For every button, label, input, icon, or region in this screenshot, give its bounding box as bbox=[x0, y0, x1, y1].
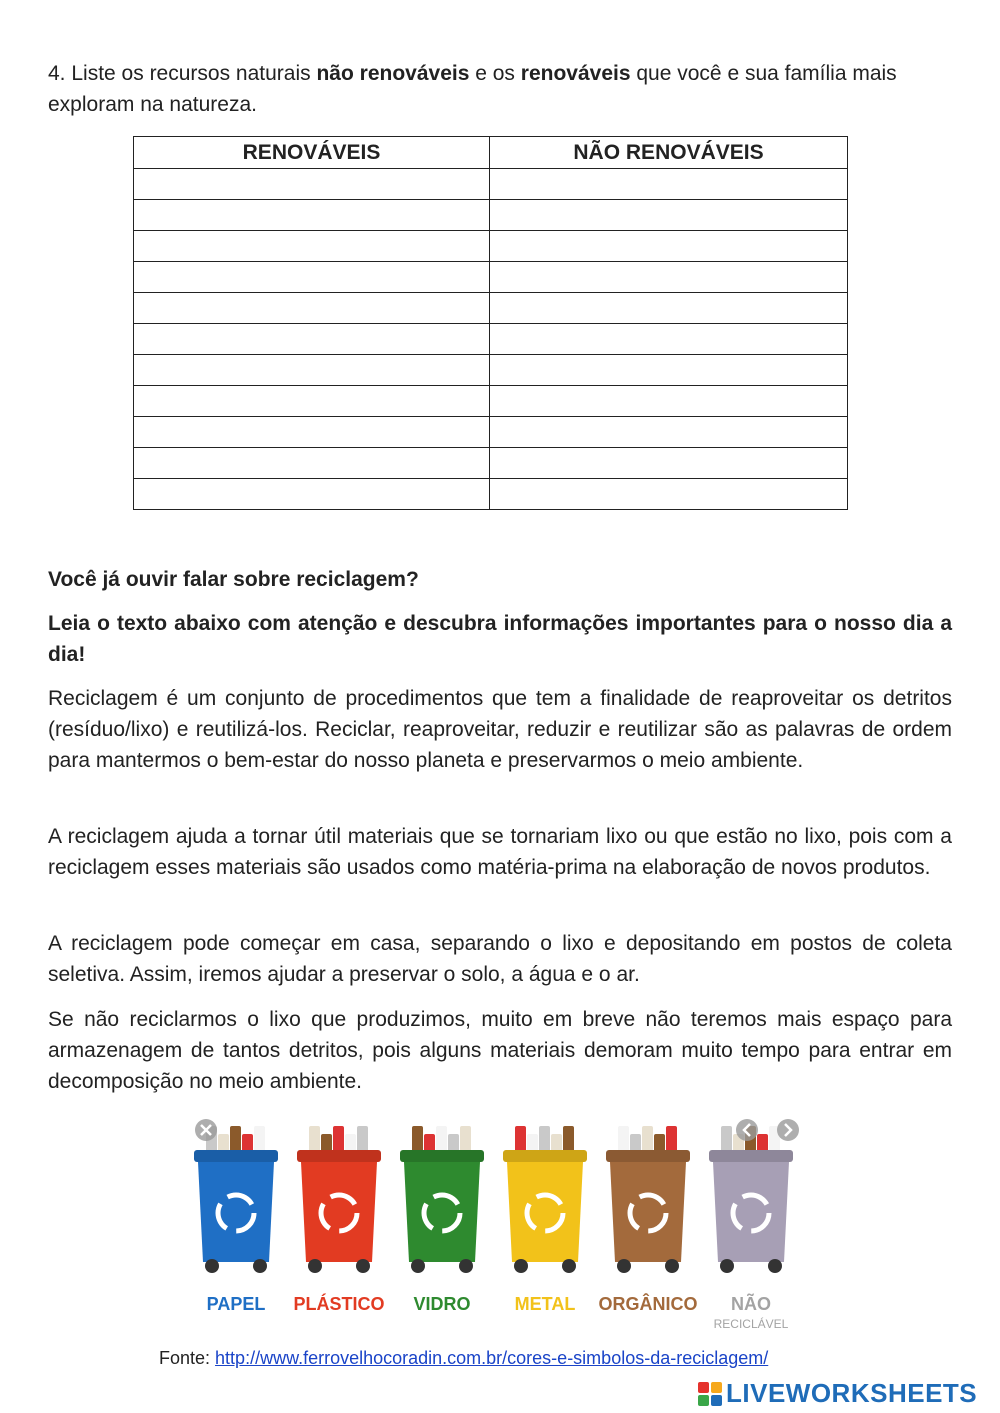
bin-body bbox=[610, 1162, 686, 1262]
answer-input-nao-renovavel[interactable] bbox=[490, 386, 847, 416]
header-nao-renovaveis: NÃO RENOVÁVEIS bbox=[490, 137, 848, 169]
answer-input-renovavel[interactable] bbox=[134, 448, 489, 478]
header-renovaveis: RENOVÁVEIS bbox=[134, 137, 490, 169]
bin-lid bbox=[194, 1150, 278, 1162]
trash-item bbox=[345, 1134, 356, 1152]
answer-cell-renovavel bbox=[134, 417, 490, 448]
trash-item bbox=[242, 1134, 253, 1152]
table-row bbox=[134, 200, 848, 231]
question-text-1: Liste os recursos naturais bbox=[71, 62, 311, 85]
bin-label: METAL bbox=[514, 1294, 576, 1314]
trash-item bbox=[448, 1134, 459, 1152]
answer-input-renovavel[interactable] bbox=[134, 231, 489, 261]
trash-item bbox=[642, 1126, 653, 1152]
bin-body bbox=[404, 1162, 480, 1262]
answer-input-nao-renovavel[interactable] bbox=[490, 169, 847, 199]
answer-cell-renovavel bbox=[134, 293, 490, 324]
answer-cell-nao-renovavel bbox=[490, 169, 848, 200]
chevron-right-icon[interactable] bbox=[777, 1119, 799, 1141]
answer-cell-renovavel bbox=[134, 479, 490, 510]
bin-body bbox=[713, 1162, 789, 1262]
answer-input-renovavel[interactable] bbox=[134, 479, 489, 509]
question-text-3: que você e sua família mais exploram na natureza. bbox=[48, 62, 897, 116]
source-prefix: Fonte: bbox=[159, 1348, 211, 1368]
recycling-bin-3 bbox=[400, 1126, 484, 1314]
answer-cell-renovavel bbox=[134, 324, 490, 355]
table-row bbox=[134, 448, 848, 479]
table-row bbox=[134, 262, 848, 293]
bin-lid bbox=[606, 1150, 690, 1162]
bin-lid bbox=[709, 1150, 793, 1162]
trash-item bbox=[230, 1126, 241, 1152]
bin-wheel bbox=[253, 1259, 267, 1273]
bin-body bbox=[507, 1162, 583, 1262]
answer-input-renovavel[interactable] bbox=[134, 293, 489, 323]
answer-cell-renovavel bbox=[134, 169, 490, 200]
trash-item bbox=[436, 1126, 447, 1152]
question-number: 4. bbox=[48, 62, 66, 85]
bin-wheel bbox=[617, 1259, 631, 1273]
bin-label: PAPEL bbox=[206, 1294, 266, 1314]
answer-input-nao-renovavel[interactable] bbox=[490, 262, 847, 292]
table-row bbox=[134, 169, 848, 200]
bin-wheel bbox=[356, 1259, 370, 1273]
bin-lid bbox=[297, 1150, 381, 1162]
answer-cell-nao-renovavel bbox=[490, 262, 848, 293]
section-heading: Você já ouvir falar sobre reciclagem? bbox=[48, 568, 419, 591]
answer-input-nao-renovavel[interactable] bbox=[490, 324, 847, 354]
bin-label: PLÁSTICO bbox=[293, 1294, 385, 1314]
trash-item bbox=[527, 1134, 538, 1152]
answer-input-nao-renovavel[interactable] bbox=[490, 231, 847, 261]
paragraph-2: A reciclagem ajuda a tornar útil materiais que se tornariam lixo ou que estão no lixo, pois com a reciclagem esses materiais são usados como matéria-prima na elaboração de novos produtos. bbox=[48, 825, 952, 879]
answer-input-nao-renovavel[interactable] bbox=[490, 355, 847, 385]
trash-item bbox=[539, 1126, 550, 1152]
trash-item bbox=[254, 1126, 265, 1152]
table-row bbox=[134, 355, 848, 386]
bin-wheel bbox=[308, 1259, 322, 1273]
recycling-bin-4 bbox=[503, 1126, 587, 1314]
recycling-bin-2 bbox=[293, 1126, 384, 1314]
recycling-bin-6 bbox=[709, 1126, 793, 1331]
answer-cell-nao-renovavel bbox=[490, 293, 848, 324]
answer-cell-nao-renovavel bbox=[490, 417, 848, 448]
trash-item bbox=[630, 1134, 641, 1152]
recycling-bins-image bbox=[190, 1110, 810, 1332]
recycling-bin-1 bbox=[194, 1126, 278, 1314]
bin-lid bbox=[400, 1150, 484, 1162]
trash-item bbox=[321, 1134, 332, 1152]
answer-input-nao-renovavel[interactable] bbox=[490, 448, 847, 478]
answer-cell-renovavel bbox=[134, 200, 490, 231]
source-line bbox=[159, 1348, 768, 1369]
paragraph-4: Se não reciclarmos o lixo que produzimos, muito em breve não teremos mais espaço para armazenagem de tantos detritos, pois alguns materiais demoram muito tempo para entrar em decomposição no meio ambiente. bbox=[48, 1008, 952, 1093]
table-row bbox=[134, 231, 848, 262]
answer-cell-nao-renovavel bbox=[490, 200, 848, 231]
trash-item bbox=[357, 1126, 368, 1152]
trash-item bbox=[309, 1126, 320, 1152]
trash-item bbox=[424, 1134, 435, 1152]
paragraph-3: A reciclagem pode começar em casa, separando o lixo e depositando em postos de coleta seletiva. Assim, iremos ajudar a preservar o solo, a água e o ar. bbox=[48, 932, 952, 986]
answer-input-renovavel[interactable] bbox=[134, 262, 489, 292]
question-bold-2: renováveis bbox=[520, 62, 631, 85]
answer-input-renovavel[interactable] bbox=[134, 355, 489, 385]
answer-cell-nao-renovavel bbox=[490, 231, 848, 262]
chevron-left-icon[interactable] bbox=[736, 1119, 758, 1141]
table-row bbox=[134, 479, 848, 510]
trash-item bbox=[563, 1126, 574, 1152]
bin-sublabel: RECICLÁVEL bbox=[713, 1317, 789, 1331]
trash-item bbox=[721, 1126, 732, 1152]
bin-label: ORGÂNICO bbox=[598, 1294, 698, 1314]
answer-input-renovavel[interactable] bbox=[134, 169, 489, 199]
table-row bbox=[134, 324, 848, 355]
bin-wheel bbox=[562, 1259, 576, 1273]
trash-item bbox=[618, 1126, 629, 1152]
question-text-2: e os bbox=[475, 62, 515, 85]
section-instruction: Leia o texto abaixo com atenção e descubra informações importantes para o nosso dia a dia! bbox=[48, 612, 952, 666]
bin-wheel bbox=[411, 1259, 425, 1273]
answers-table bbox=[133, 136, 848, 510]
liveworksheets-brand bbox=[698, 1378, 977, 1409]
paragraph-1: Reciclagem é um conjunto de procedimentos que tem a finalidade de reaproveitar os detritos (resíduo/lixo) e reutilizá-los. Reciclar, reaproveitar, reduzir e reutilizar são as palavras de ordem para mantermos o bem-estar do nosso planeta e preservarmos o meio ambiente. bbox=[48, 687, 952, 772]
bin-wheel bbox=[514, 1259, 528, 1273]
bin-wheel bbox=[205, 1259, 219, 1273]
bin-lid bbox=[503, 1150, 587, 1162]
question-4 bbox=[48, 58, 952, 120]
answer-input-nao-renovavel[interactable] bbox=[490, 200, 847, 230]
bin-wheel bbox=[459, 1259, 473, 1273]
table-row bbox=[134, 293, 848, 324]
answer-cell-renovavel bbox=[134, 262, 490, 293]
bin-body bbox=[301, 1162, 377, 1262]
bin-wheel bbox=[720, 1259, 734, 1273]
bin-wheel bbox=[768, 1259, 782, 1273]
answer-cell-nao-renovavel bbox=[490, 479, 848, 510]
answer-cell-nao-renovavel bbox=[490, 386, 848, 417]
brand-name: LIVEWORKSHEETS bbox=[726, 1378, 978, 1408]
bin-wheel bbox=[665, 1259, 679, 1273]
trash-item bbox=[333, 1126, 344, 1152]
answer-cell-nao-renovavel bbox=[490, 448, 848, 479]
answer-cell-renovavel bbox=[134, 355, 490, 386]
answer-cell-nao-renovavel bbox=[490, 355, 848, 386]
trash-item bbox=[666, 1126, 677, 1152]
trash-item bbox=[757, 1134, 768, 1152]
answer-input-renovavel[interactable] bbox=[134, 200, 489, 230]
answer-input-renovavel[interactable] bbox=[134, 324, 489, 354]
recycling-bin-5 bbox=[599, 1126, 698, 1314]
answer-input-nao-renovavel[interactable] bbox=[490, 417, 847, 447]
answer-input-nao-renovavel[interactable] bbox=[490, 479, 847, 509]
trash-item bbox=[218, 1134, 229, 1152]
trash-item bbox=[515, 1126, 526, 1152]
answer-cell-renovavel bbox=[134, 231, 490, 262]
trash-item bbox=[412, 1126, 423, 1152]
bin-label: VIDRO bbox=[413, 1294, 471, 1314]
question-bold-1: não renováveis bbox=[316, 62, 470, 85]
trash-item bbox=[551, 1134, 562, 1152]
answer-cell-nao-renovavel bbox=[490, 324, 848, 355]
answer-input-renovavel[interactable] bbox=[134, 417, 489, 447]
answer-cell-renovavel bbox=[134, 386, 490, 417]
answer-input-nao-renovavel[interactable] bbox=[490, 293, 847, 323]
answers-table-body bbox=[134, 169, 848, 510]
bin-body bbox=[198, 1162, 274, 1262]
trash-item bbox=[654, 1134, 665, 1152]
source-link[interactable]: http://www.ferrovelhocoradin.com.br/cores-e-simbolos-da-reciclagem/ bbox=[215, 1348, 769, 1368]
bin-label: NÃO bbox=[731, 1294, 771, 1314]
table-row bbox=[134, 386, 848, 417]
answer-cell-renovavel bbox=[134, 448, 490, 479]
liveworksheets-logo-icon bbox=[698, 1382, 722, 1406]
answer-input-renovavel[interactable] bbox=[134, 386, 489, 416]
table-row bbox=[134, 417, 848, 448]
trash-item bbox=[460, 1126, 471, 1152]
